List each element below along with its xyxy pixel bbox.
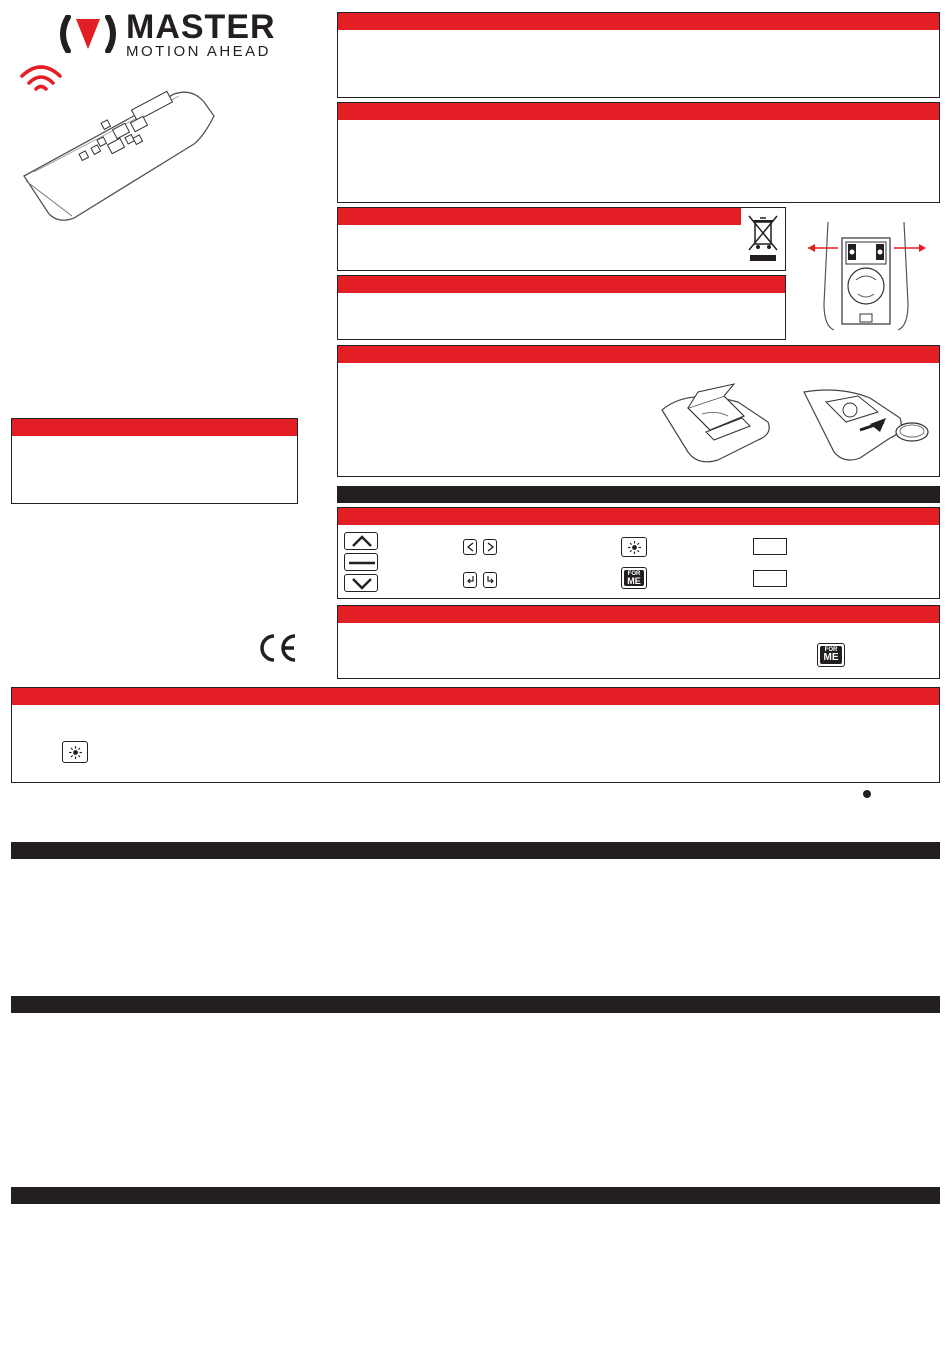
- brand-tagline: MOTION AHEAD: [126, 43, 272, 60]
- light-info-box: [11, 687, 940, 783]
- forme-info-button: [817, 643, 845, 667]
- button-legend-header: [338, 508, 939, 525]
- battery-header: [338, 276, 785, 293]
- forme-info-header: [338, 606, 939, 623]
- enter-icon: [466, 575, 475, 585]
- disposal-box: [337, 207, 786, 271]
- section-divider-1: [337, 486, 940, 503]
- logo-mark-icon: [58, 15, 118, 53]
- battery-replacement-box: [337, 345, 940, 477]
- bullet-icon: [863, 790, 871, 798]
- forme-info-box: [337, 605, 940, 679]
- exit-icon: [486, 575, 495, 585]
- battery-compartment-illustration: [806, 214, 928, 336]
- forme-button: [621, 567, 647, 589]
- arrow-up-button: [344, 532, 378, 550]
- blank-key-2: [753, 570, 787, 587]
- brand-name: MASTER: [126, 8, 276, 46]
- forme-line2: ME: [627, 576, 641, 586]
- forme-icon: [624, 570, 644, 586]
- remote-open-cover-illustration: [658, 382, 776, 466]
- left-info-box: [11, 418, 298, 504]
- left-info-header: [12, 419, 297, 436]
- arrow-left-button: [463, 539, 477, 555]
- brand-logo: [58, 8, 298, 60]
- light-info-icon: [69, 746, 82, 759]
- blank-key-1: [753, 538, 787, 555]
- arrow-down-icon: [351, 576, 373, 590]
- section-divider-2: [11, 842, 940, 859]
- disposal-header: [338, 208, 741, 225]
- button-legend-box: [337, 507, 940, 599]
- section-divider-4: [11, 1187, 940, 1204]
- remote-insert-battery-illustration: [800, 382, 932, 466]
- enter-button: [463, 572, 477, 588]
- battery-box: [337, 275, 786, 340]
- info-box-1: [337, 12, 940, 98]
- arrow-right-button: [483, 539, 497, 555]
- info-box-2-header: [338, 103, 939, 120]
- forme-info-line2: ME: [823, 652, 839, 663]
- light-info-header: [12, 688, 939, 705]
- stop-icon: [349, 560, 375, 566]
- battery-replacement-header: [338, 346, 939, 363]
- stop-button: [344, 553, 378, 571]
- forme-info-line1: FOR: [824, 647, 838, 653]
- arrow-up-icon: [351, 534, 373, 548]
- forme-line1: FOR: [627, 571, 641, 577]
- info-box-1-header: [338, 13, 939, 30]
- forme-info-icon: [820, 646, 842, 664]
- remote-control-illustration: [14, 86, 224, 222]
- info-box-2: [337, 102, 940, 203]
- arrow-right-icon: [486, 542, 495, 552]
- weee-bin-icon: [746, 212, 780, 264]
- ce-mark-icon: [255, 632, 299, 664]
- section-divider-3: [11, 996, 940, 1013]
- light-info-button: [62, 741, 88, 763]
- light-icon: [628, 541, 641, 554]
- exit-button: [483, 572, 497, 588]
- arrow-down-button: [344, 574, 378, 592]
- light-button: [621, 537, 647, 557]
- arrow-left-icon: [466, 542, 475, 552]
